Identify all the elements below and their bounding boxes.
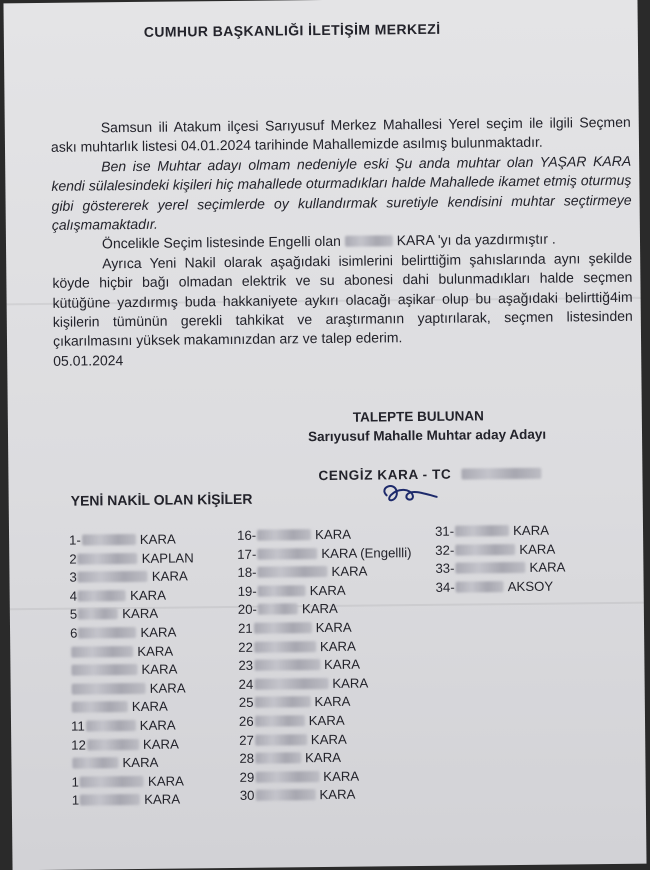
list-item-surname: KARA	[140, 532, 176, 547]
list-item-surname: KARA	[324, 657, 360, 672]
list-item-number: 6	[70, 626, 78, 641]
list-item-surname: KARA	[152, 569, 188, 584]
redacted-first-name	[258, 604, 298, 615]
redacted-first-name	[456, 581, 504, 593]
list-item-surname: KARA	[310, 583, 346, 598]
list-title: YENİ NAKİL OLAN KİŞİLER	[71, 491, 253, 509]
list-item-surname: KARA	[519, 541, 555, 556]
list-item	[239, 675, 413, 695]
redacted-first-name	[455, 525, 509, 537]
list-item-number: 28	[239, 751, 254, 766]
list-item-surname: KARA	[320, 638, 356, 653]
redacted-first-name	[71, 646, 133, 658]
redacted-first-name	[72, 683, 146, 695]
list-item-number: 17-	[237, 546, 256, 561]
list-item-surname: KARA	[132, 699, 168, 714]
signatory-name-text: CENGİZ KARA - TC	[318, 467, 451, 483]
list-item-surname: KARA	[141, 662, 177, 677]
redacted-name	[345, 236, 393, 248]
redacted-first-name	[255, 789, 315, 801]
redacted-first-name	[82, 534, 136, 546]
list-item	[238, 600, 412, 620]
list-item-number: 11	[71, 718, 85, 733]
redacted-first-name	[254, 659, 320, 671]
list-item	[239, 693, 413, 713]
redacted-first-name	[255, 752, 301, 763]
petition-sheet	[3, 0, 646, 870]
list-item-surname: KARA	[513, 523, 549, 538]
list-item	[239, 712, 413, 732]
list-item	[72, 792, 197, 812]
list-item	[70, 606, 195, 626]
redacted-first-name	[78, 609, 118, 620]
list-item	[436, 578, 566, 598]
redacted-first-name	[78, 571, 148, 583]
list-item-surname: KARA	[332, 675, 368, 690]
list-item-number: 21	[238, 621, 253, 636]
redacted-first-name	[78, 590, 126, 602]
list-item	[71, 736, 196, 756]
list-item	[70, 662, 195, 682]
list-item	[240, 768, 414, 788]
list-item	[237, 526, 411, 546]
list-item-number: 5	[70, 607, 78, 622]
list-item-surname: KARA	[331, 564, 367, 579]
list-item	[239, 749, 413, 769]
list-item	[238, 619, 412, 639]
handwritten-signature	[376, 477, 448, 508]
list-item	[435, 560, 565, 580]
list-item-number: 1-	[69, 533, 81, 548]
redacted-first-name	[258, 585, 306, 597]
list-item	[237, 563, 411, 583]
paragraph-3-end: KARA 'yı da yazdırmıştır .	[397, 231, 556, 249]
redacted-first-name	[257, 566, 327, 578]
redacted-first-name	[80, 776, 144, 788]
list-item-number: 29	[240, 769, 255, 784]
list-item-surname: KARA	[314, 694, 350, 709]
paragraph-2: Ben ise Muhtar adayı olmam nedeniyle eski Şu anda muhtar olan YAŞAR KARA kendi sülalesindeki kişileri hiç mahallede oturmadıkları halde Mahallede ikamet etmiş oturmuş gibi göstererek yerel seçimlerde oy kullandırmak suretiyle kendisini muhtar seçtirmeye çalışmamaktadır.	[51, 152, 632, 236]
redacted-first-name	[255, 734, 307, 746]
list-item-number: 32-	[435, 542, 454, 557]
paragraph-4: Ayrıca Yeni Nakil olarak aşağıdaki isimlerini belirttiğim şahıslarında aynı şekilde köyde hiçbir bağı olmadan elektrik ve su abonesi dahi bulunmadıkları halde seçmen kütüğüne yazdırmış buda hakkaniyete aykırı olacağı aşikar olup bu aşağıdaki belirttiğ4im kişilerin tümünün gerekli tahkikat ve araştırmanın yaptırılarak, seçmen listesinden çıkarılmasını yüksek makamınızdan arz ve talep ederim.	[52, 249, 633, 352]
names-column-1	[69, 531, 196, 811]
list-item-surname: KARA	[144, 792, 180, 807]
list-item	[71, 699, 196, 719]
signature-block	[308, 407, 628, 444]
list-item-surname: KARA	[148, 773, 184, 788]
list-item-number: 25	[239, 695, 254, 710]
redacted-tc-number	[462, 468, 542, 480]
list-item	[240, 786, 414, 806]
list-item-surname: KARA	[316, 620, 352, 635]
list-item	[69, 550, 194, 570]
redacted-first-name	[257, 548, 317, 560]
list-item	[71, 680, 196, 700]
list-item-surname: KARA	[315, 527, 351, 542]
list-item	[71, 717, 196, 737]
list-item-surname: KARA	[319, 787, 355, 802]
redacted-first-name	[80, 794, 140, 806]
signature-subtitle: Sarıyusuf Mahalle Muhtar aday Adayı	[308, 426, 628, 444]
list-item-number: 23	[238, 658, 253, 673]
list-item	[70, 643, 195, 663]
list-item-number: 1	[72, 793, 80, 808]
list-item	[72, 773, 197, 793]
list-item-number: 24	[239, 677, 254, 692]
list-item	[70, 624, 195, 644]
list-item-number: 2	[69, 551, 77, 566]
list-item-number: 4	[70, 588, 78, 603]
list-item-surname: KARA	[311, 731, 347, 746]
list-item-surname: KARA	[130, 587, 166, 602]
list-item-number: 31-	[435, 524, 454, 539]
list-item	[435, 522, 565, 542]
list-item-surname: KARA	[137, 643, 173, 658]
list-item-surname: KARA	[323, 768, 359, 783]
list-item	[238, 656, 412, 676]
list-item-surname: KARA	[309, 713, 345, 728]
list-item	[435, 541, 565, 561]
list-item-number: 1	[72, 774, 80, 789]
list-item	[70, 587, 195, 607]
list-item-surname: KARA	[140, 625, 176, 640]
redacted-first-name	[72, 701, 128, 713]
list-item-number: 27	[239, 732, 254, 747]
list-item-surname: KARA	[302, 601, 338, 616]
list-item-number: 19-	[238, 584, 257, 599]
list-item-number: 22	[238, 639, 253, 654]
redacted-first-name	[257, 529, 311, 541]
redacted-first-name	[87, 738, 139, 750]
list-item	[71, 754, 196, 774]
document-date: 05.01.2024	[53, 346, 633, 371]
list-item-surname: KARA (Engellli)	[321, 545, 411, 561]
list-item-surname: AKSOY	[508, 578, 554, 593]
list-item-number: 3	[69, 570, 77, 585]
list-item-number: 20-	[238, 602, 257, 617]
list-item-surname: KARA	[122, 606, 158, 621]
redacted-first-name	[254, 697, 310, 709]
list-item-number: 26	[239, 714, 254, 729]
redacted-first-name	[455, 562, 525, 574]
list-item	[239, 731, 413, 751]
list-item	[238, 638, 412, 658]
redacted-first-name	[71, 664, 137, 676]
list-item-number: 33-	[435, 561, 454, 576]
list-item	[69, 569, 194, 589]
signature-title: TALEPTE BULUNAN	[308, 407, 628, 425]
redacted-first-name	[255, 715, 305, 727]
redacted-first-name	[78, 553, 138, 565]
document-header: CUMHUR BAŞKANLIĞI İLETİŞİM MERKEZİ	[144, 21, 441, 40]
redacted-first-name	[78, 627, 136, 639]
list-item-surname: KARA	[122, 755, 158, 770]
paragraph-3-start: Öncelikle Seçim listesinde Engelli olan	[102, 233, 341, 252]
list-item-surname: KARA	[305, 750, 341, 765]
list-item-surname: KARA	[143, 736, 179, 751]
redacted-first-name	[455, 544, 515, 556]
petition-body	[51, 113, 634, 371]
redacted-first-name	[254, 622, 312, 634]
redacted-first-name	[255, 771, 319, 783]
redacted-first-name	[86, 720, 136, 732]
list-item-number: 30	[240, 788, 255, 803]
list-item-surname: KARA	[529, 560, 565, 575]
list-item-surname: KARA	[140, 718, 176, 733]
list-item-surname: KARA	[150, 680, 186, 695]
paragraph-1: Samsun ili Atakum ilçesi Sarıyusuf Merkez Mahallesi Yerel seçim ile ilgili Seçmen askı muhtarlık listesi 04.01.2024 tarihinde Mahallemizde asılmış bulunmaktadır.	[51, 113, 631, 158]
redacted-first-name	[72, 757, 118, 768]
list-item-number: 12	[71, 737, 86, 752]
list-item	[238, 582, 412, 602]
list-item-number: 18-	[237, 565, 256, 580]
redacted-first-name	[254, 678, 328, 690]
redacted-first-name	[254, 641, 316, 653]
names-column-3	[435, 522, 566, 598]
list-item	[237, 545, 411, 565]
list-item	[69, 531, 194, 551]
list-item-number: 16-	[237, 528, 256, 543]
list-item-surname: KAPLAN	[142, 550, 194, 566]
names-column-2	[237, 526, 414, 807]
list-item-number: 34-	[436, 579, 455, 594]
